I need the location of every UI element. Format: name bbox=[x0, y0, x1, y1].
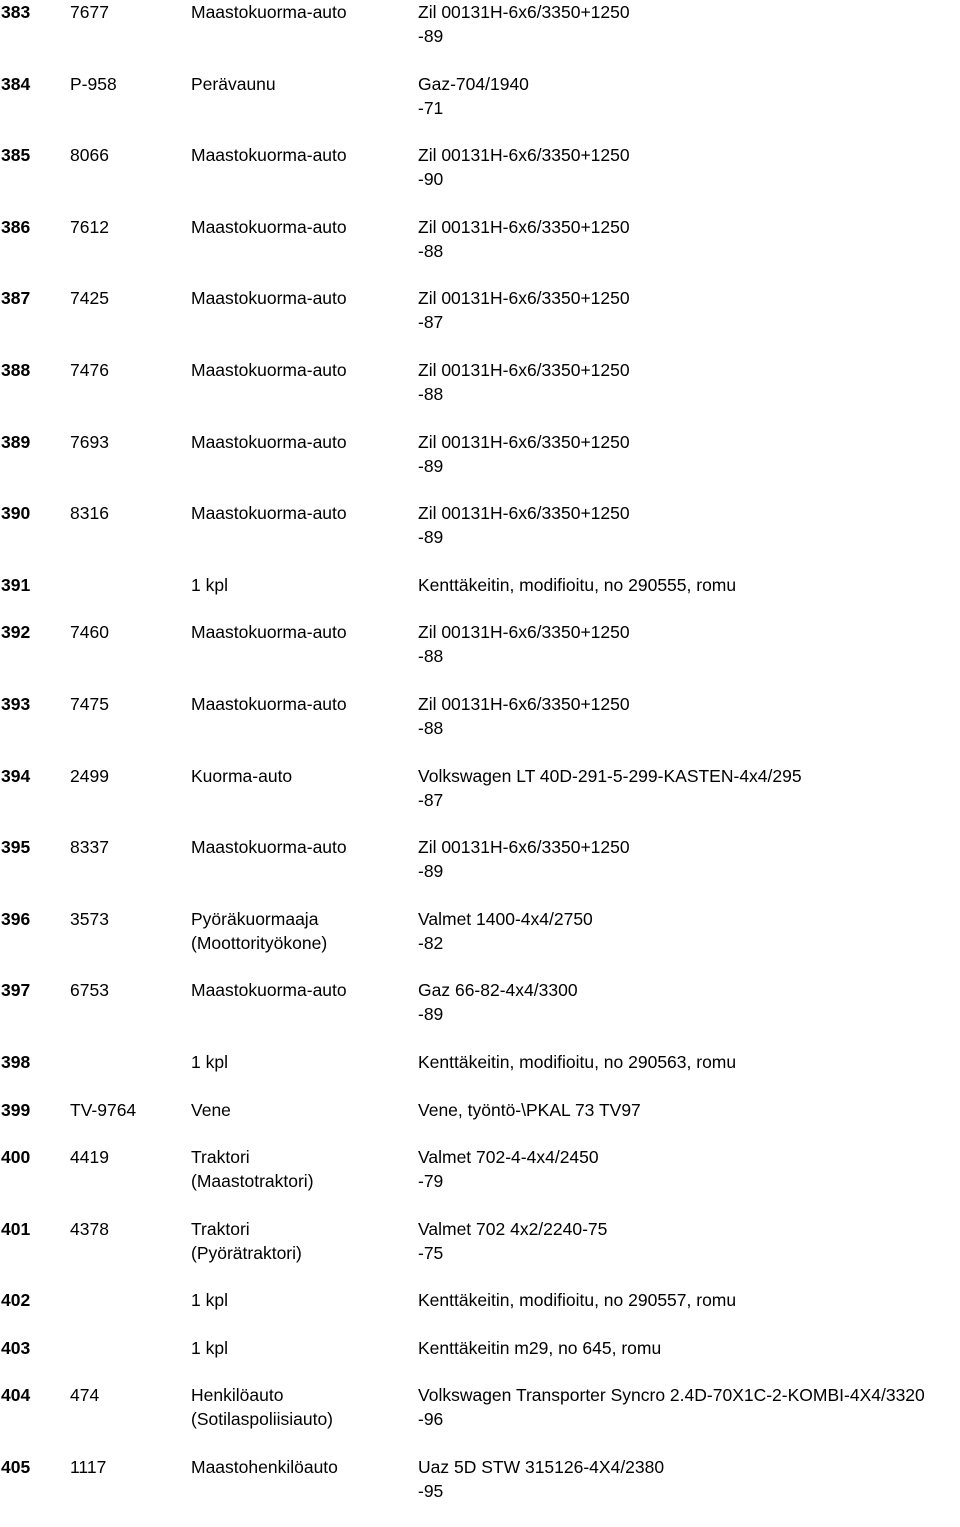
entry-line-1 bbox=[0, 143, 960, 167]
entry-number: 383 bbox=[1, 2, 31, 22]
list-item bbox=[0, 72, 960, 144]
vehicle-type: Maastokuorma-auto bbox=[191, 216, 347, 237]
list-item bbox=[0, 573, 960, 621]
list-item bbox=[0, 358, 960, 430]
entry-number: 386 bbox=[1, 216, 31, 237]
entry-line-1 bbox=[0, 72, 960, 96]
entry-line-1 bbox=[0, 978, 960, 1002]
vehicle-description: Zil 00131H-6x6/3350+1250 bbox=[418, 837, 630, 858]
vehicle-description: Volkswagen Transporter Syncro 2.4D-70X1C-2-KOMBI-4X4/3320 bbox=[418, 1385, 925, 1406]
entry-line-1 bbox=[0, 501, 960, 525]
vehicle-description: Kenttäkeitin, modifioitu, no 290555, romu bbox=[418, 574, 737, 595]
vehicle-description: Zil 00131H-6x6/3350+1250 bbox=[418, 431, 630, 452]
vehicle-type: Maastokuorma-auto bbox=[191, 693, 347, 714]
vehicle-subtype: (Moottorityökone) bbox=[191, 932, 328, 953]
entry-line-2 bbox=[0, 24, 960, 48]
entry-line-1 bbox=[0, 358, 960, 382]
vehicle-description: Gaz-704/1940 bbox=[418, 73, 529, 94]
entry-line-1 bbox=[0, 215, 960, 239]
entry-line-1 bbox=[0, 1336, 960, 1360]
entry-line-2 bbox=[0, 644, 960, 668]
entry-line-1 bbox=[0, 1383, 960, 1407]
registration-number: 7693 bbox=[70, 431, 109, 452]
vehicle-description: Kenttäkeitin m29, no 645, romu bbox=[418, 1337, 662, 1358]
vehicle-type: Maastokuorma-auto bbox=[191, 837, 347, 858]
model-year: -88 bbox=[418, 717, 444, 738]
entry-line-2 bbox=[0, 167, 960, 191]
vehicle-subtype: (Maastotraktori) bbox=[191, 1171, 314, 1192]
registration-number: TV-9764 bbox=[70, 1099, 137, 1120]
model-year: -89 bbox=[418, 26, 444, 46]
registration-number: 4378 bbox=[70, 1218, 109, 1239]
entry-line-2 bbox=[0, 525, 960, 549]
vehicle-description: Zil 00131H-6x6/3350+1250 bbox=[418, 693, 630, 714]
entry-line-2 bbox=[0, 716, 960, 740]
list-item bbox=[0, 1145, 960, 1217]
model-year: -89 bbox=[418, 861, 444, 882]
vehicle-type: Maastokuorma-auto bbox=[191, 359, 347, 380]
vehicle-type: Vene bbox=[191, 1099, 231, 1120]
entry-number: 399 bbox=[1, 1099, 31, 1120]
vehicle-type: Maastokuorma-auto bbox=[191, 145, 347, 166]
entry-number: 393 bbox=[1, 693, 31, 714]
registration-number: 8316 bbox=[70, 503, 109, 524]
entry-line-1 bbox=[0, 1050, 960, 1074]
entry-number: 405 bbox=[1, 1457, 31, 1478]
vehicle-description: Zil 00131H-6x6/3350+1250 bbox=[418, 216, 630, 237]
entry-line-1 bbox=[0, 620, 960, 644]
vehicle-description: Zil 00131H-6x6/3350+1250 bbox=[418, 503, 630, 524]
entry-line-1 bbox=[0, 692, 960, 716]
model-year: -75 bbox=[418, 1242, 444, 1263]
registration-number: 3573 bbox=[70, 908, 109, 929]
vehicle-type: Traktori bbox=[191, 1218, 250, 1239]
entry-number: 385 bbox=[1, 145, 31, 166]
entry-number: 388 bbox=[1, 359, 31, 380]
model-year: -95 bbox=[418, 1481, 444, 1502]
list-item bbox=[0, 286, 960, 358]
list-item bbox=[0, 1098, 960, 1146]
registration-number: 6753 bbox=[70, 980, 109, 1001]
vehicle-description: Volkswagen LT 40D-291-5-299-KASTEN-4x4/295 bbox=[418, 765, 802, 786]
vehicle-type: Perävaunu bbox=[191, 73, 276, 94]
entry-line-2 bbox=[0, 454, 960, 478]
entry-line-1 bbox=[0, 1098, 960, 1122]
model-year: -89 bbox=[418, 527, 444, 548]
list-item bbox=[0, 430, 960, 502]
vehicle-type: 1 kpl bbox=[191, 1290, 228, 1311]
list-item bbox=[0, 1455, 960, 1527]
entry-line-2 bbox=[0, 1407, 960, 1431]
vehicle-description: Valmet 1400-4x4/2750 bbox=[418, 908, 593, 929]
vehicle-type: Maastokuorma-auto bbox=[191, 431, 347, 452]
entry-line-2 bbox=[0, 1169, 960, 1193]
entry-line-1 bbox=[0, 835, 960, 859]
entry-number: 390 bbox=[1, 503, 31, 524]
registration-number: 4419 bbox=[70, 1147, 109, 1168]
model-year: -88 bbox=[418, 646, 444, 667]
list-item bbox=[0, 1217, 960, 1289]
entry-number: 394 bbox=[1, 765, 31, 786]
vehicle-description: Vene, työntö-\PKAL 73 TV97 bbox=[418, 1099, 641, 1120]
entry-number: 400 bbox=[1, 1147, 31, 1168]
registration-number: 8066 bbox=[70, 145, 109, 166]
entry-line-1 bbox=[0, 430, 960, 454]
entry-line-1 bbox=[0, 1455, 960, 1479]
vehicle-description: Zil 00131H-6x6/3350+1250 bbox=[418, 622, 630, 643]
entry-line-2 bbox=[0, 859, 960, 883]
vehicle-type: 1 kpl bbox=[191, 1337, 228, 1358]
model-year: -89 bbox=[418, 1004, 444, 1025]
model-year: -88 bbox=[418, 383, 444, 404]
registration-number: 8337 bbox=[70, 837, 109, 858]
entry-line-2 bbox=[0, 239, 960, 263]
registration-number: 7612 bbox=[70, 216, 109, 237]
model-year: -87 bbox=[418, 312, 444, 333]
vehicle-type: Maastokuorma-auto bbox=[191, 2, 347, 22]
list-item bbox=[0, 620, 960, 692]
vehicle-type: 1 kpl bbox=[191, 1051, 228, 1072]
model-year: -90 bbox=[418, 169, 444, 190]
entry-number: 404 bbox=[1, 1385, 31, 1406]
list-item bbox=[0, 692, 960, 764]
entry-number: 387 bbox=[1, 288, 31, 309]
entry-number: 396 bbox=[1, 908, 31, 929]
vehicle-type: Maastokuorma-auto bbox=[191, 288, 347, 309]
list-item bbox=[0, 1050, 960, 1098]
vehicle-type: Traktori bbox=[191, 1147, 250, 1168]
vehicle-description: Valmet 702-4-4x4/2450 bbox=[418, 1147, 599, 1168]
registration-number: 474 bbox=[70, 1385, 100, 1406]
entry-number: 384 bbox=[1, 73, 31, 94]
registration-number: 7460 bbox=[70, 622, 109, 643]
entry-number: 395 bbox=[1, 837, 31, 858]
entry-number: 401 bbox=[1, 1218, 31, 1239]
entry-line-2 bbox=[0, 931, 960, 955]
entry-line-2 bbox=[0, 1241, 960, 1265]
vehicle-type: Maastokuorma-auto bbox=[191, 622, 347, 643]
registration-number: 7677 bbox=[70, 2, 109, 22]
model-year: -89 bbox=[418, 455, 444, 476]
vehicle-description: Zil 00131H-6x6/3350+1250 bbox=[418, 145, 630, 166]
entry-number: 389 bbox=[1, 431, 31, 452]
list-item bbox=[0, 1336, 960, 1384]
vehicle-subtype: (Sotilaspoliisiauto) bbox=[191, 1409, 334, 1430]
model-year: -71 bbox=[418, 97, 444, 118]
model-year: -79 bbox=[418, 1171, 444, 1192]
vehicle-subtype: (Pyörätraktori) bbox=[191, 1242, 302, 1263]
entry-line-2 bbox=[0, 382, 960, 406]
vehicle-type: 1 kpl bbox=[191, 574, 228, 595]
vehicle-description: Valmet 702 4x2/2240-75 bbox=[418, 1218, 608, 1239]
entry-number: 391 bbox=[1, 574, 31, 595]
vehicle-type: Kuorma-auto bbox=[191, 765, 293, 786]
model-year: -88 bbox=[418, 240, 444, 261]
list-item bbox=[0, 1383, 960, 1455]
entry-line-1 bbox=[0, 286, 960, 310]
vehicle-description: Zil 00131H-6x6/3350+1250 bbox=[418, 2, 630, 22]
entry-line-1 bbox=[0, 1145, 960, 1169]
registration-number: 2499 bbox=[70, 765, 109, 786]
entry-line-2 bbox=[0, 788, 960, 812]
entry-line-1 bbox=[0, 1288, 960, 1312]
vehicle-type: Henkilöauto bbox=[191, 1385, 284, 1406]
entry-number: 398 bbox=[1, 1051, 31, 1072]
vehicle-description: Kenttäkeitin, modifioitu, no 290557, romu bbox=[418, 1290, 737, 1311]
list-item bbox=[0, 215, 960, 287]
registration-number: 7476 bbox=[70, 359, 109, 380]
vehicle-type: Pyöräkuormaaja bbox=[191, 908, 319, 929]
list-item bbox=[0, 1288, 960, 1336]
list-item bbox=[0, 764, 960, 836]
registration-number: 7475 bbox=[70, 693, 109, 714]
registration-number: 7425 bbox=[70, 288, 109, 309]
model-year: -87 bbox=[418, 789, 444, 810]
entry-number: 403 bbox=[1, 1337, 31, 1358]
vehicle-description: Zil 00131H-6x6/3350+1250 bbox=[418, 288, 630, 309]
entry-line-1 bbox=[0, 1217, 960, 1241]
entry-line-1 bbox=[0, 573, 960, 597]
list-item bbox=[0, 978, 960, 1050]
vehicle-type: Maastokuorma-auto bbox=[191, 980, 347, 1001]
list-item bbox=[0, 0, 960, 72]
entry-line-2 bbox=[0, 1479, 960, 1503]
entry-line-1 bbox=[0, 0, 960, 24]
model-year: -96 bbox=[418, 1409, 444, 1430]
entry-line-1 bbox=[0, 907, 960, 931]
vehicle-description: Gaz 66-82-4x4/3300 bbox=[418, 980, 578, 1001]
entry-line-2 bbox=[0, 1002, 960, 1026]
vehicle-type: Maastohenkilöauto bbox=[191, 1457, 338, 1478]
registration-number: 1117 bbox=[70, 1457, 107, 1478]
entry-number: 392 bbox=[1, 622, 31, 643]
vehicle-description: Kenttäkeitin, modifioitu, no 290563, romu bbox=[418, 1051, 737, 1072]
model-year: -82 bbox=[418, 932, 444, 953]
list-item bbox=[0, 907, 960, 979]
entry-line-1 bbox=[0, 764, 960, 788]
entry-number: 397 bbox=[1, 980, 31, 1001]
entry-line-2 bbox=[0, 310, 960, 334]
list-item bbox=[0, 143, 960, 215]
vehicle-description: Zil 00131H-6x6/3350+1250 bbox=[418, 359, 630, 380]
list-item bbox=[0, 501, 960, 573]
list-item bbox=[0, 835, 960, 907]
vehicle-description: Uaz 5D STW 315126-4X4/2380 bbox=[418, 1457, 665, 1478]
entry-line-2 bbox=[0, 96, 960, 120]
entry-number: 402 bbox=[1, 1290, 31, 1311]
vehicle-type: Maastokuorma-auto bbox=[191, 503, 347, 524]
registration-number: P-958 bbox=[70, 73, 117, 94]
